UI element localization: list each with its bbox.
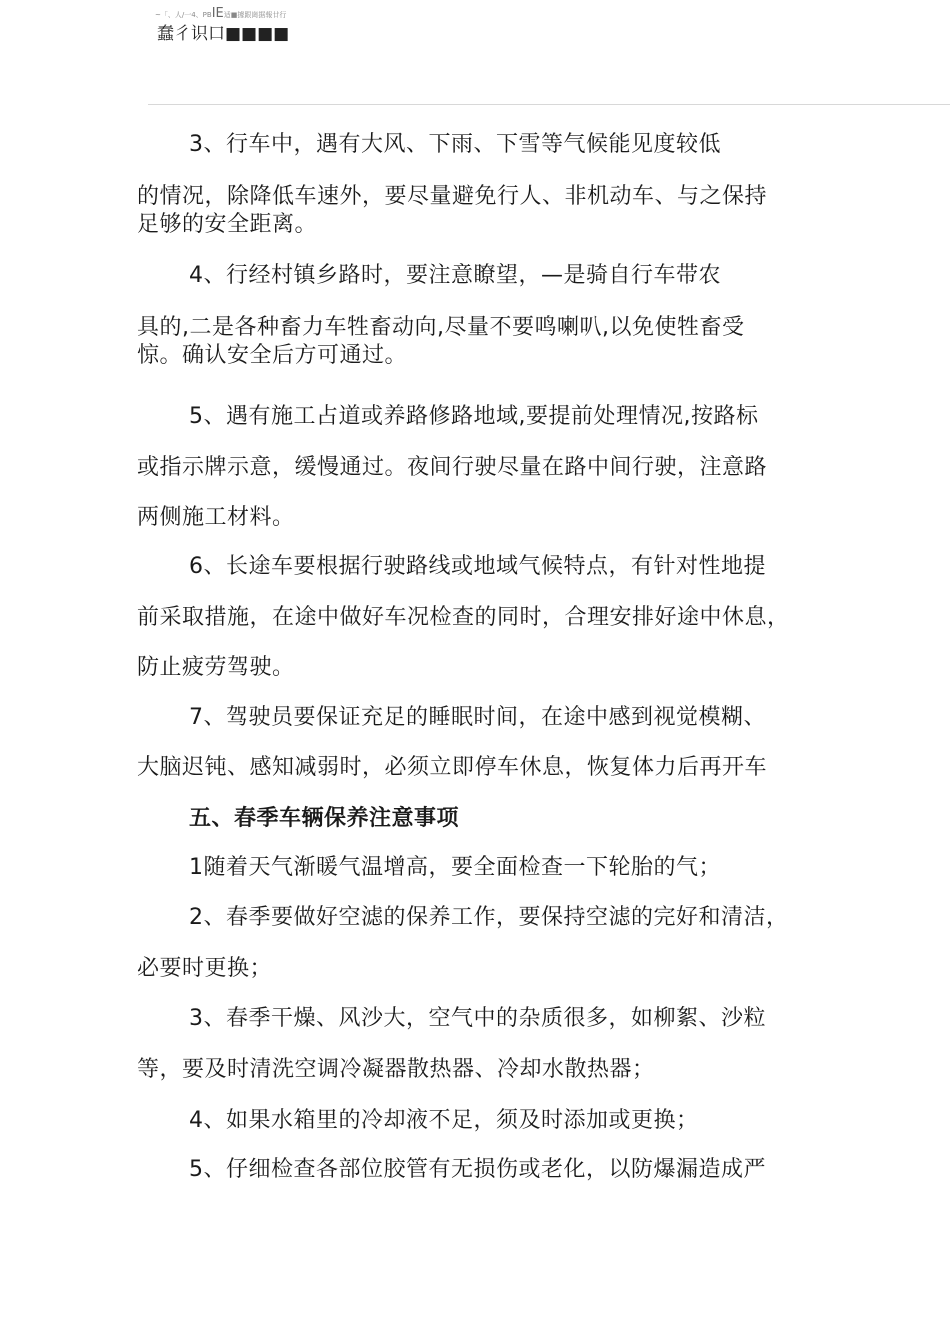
text-line: 2、春季要做好空滤的保养工作，要保持空滤的完好和清洁， bbox=[189, 905, 789, 930]
text-line: 足够的安全距离。 bbox=[137, 212, 318, 237]
text-line: 大脑迟钝、感知减弱时，必须立即停车休息，恢复体力后再开车 bbox=[137, 755, 768, 780]
text-line: 必要时更换； bbox=[137, 956, 273, 981]
text-line: 具的,二是各种畜力车牲畜动向,尽量不要鸣喇叭,以免使牲畜受 bbox=[137, 315, 745, 340]
text-line: 等，要及时清洗空调冷凝器散热器、冷却水散热器； bbox=[137, 1057, 655, 1082]
header-divider bbox=[148, 104, 950, 105]
text-line: 3、春季干燥、风沙大，空气中的杂质很多，如柳絮、沙粒 bbox=[189, 1006, 766, 1031]
text-line: 6、长途车要根据行驶路线或地域气候特点，有针对性地提 bbox=[189, 554, 766, 579]
header-meta-pre: ~「、人/一4、PB bbox=[155, 11, 212, 19]
text-line: 7、驾驶员要保证充足的睡眠时间，在途中感到视觉模糊、 bbox=[189, 705, 766, 730]
section-heading: 五、春季车辆保养注意事项 bbox=[189, 806, 460, 831]
text-line: 防止疲劳驾驶。 bbox=[137, 655, 295, 680]
text-line: 惊。确认安全后方可通过。 bbox=[137, 343, 408, 368]
text-line: 5、仔细检查各部位胶管有无损伤或老化，以防爆漏造成严 bbox=[189, 1157, 766, 1182]
text-line: 4、如果水箱里的冷却液不足，须及时添加或更换； bbox=[189, 1108, 699, 1133]
header-meta-post: 适■據跟崗据報廿行 bbox=[223, 11, 287, 19]
header-title: 蠢彳识口■■■■ bbox=[157, 24, 290, 44]
text-line: 前采取措施，在途中做好车况检查的同时，合理安排好途中休息， bbox=[137, 605, 790, 630]
text-line: 3、行车中，遇有大风、下雨、下雪等气候能见度较低 bbox=[189, 132, 721, 157]
text-line: 或指示牌示意，缓慢通过。夜间行驶尽量在路中间行驶，注意路 bbox=[137, 455, 768, 480]
text-line: 两侧施工材料。 bbox=[137, 505, 295, 530]
text-line: 1随着天气渐暖气温增高，要全面检查一下轮胎的气； bbox=[189, 855, 721, 880]
text-line: 4、行经村镇乡路时，要注意瞭望，—是骑自行车带农 bbox=[189, 263, 721, 288]
text-line: 5、遇有施工占道或养路修路地域,要提前处理情况,按路标 bbox=[189, 404, 759, 429]
text-line: 的情况，除降低车速外，要尽量避免行人、非机动车、与之保持 bbox=[137, 184, 768, 209]
header-meta-ie: IE bbox=[211, 6, 224, 21]
